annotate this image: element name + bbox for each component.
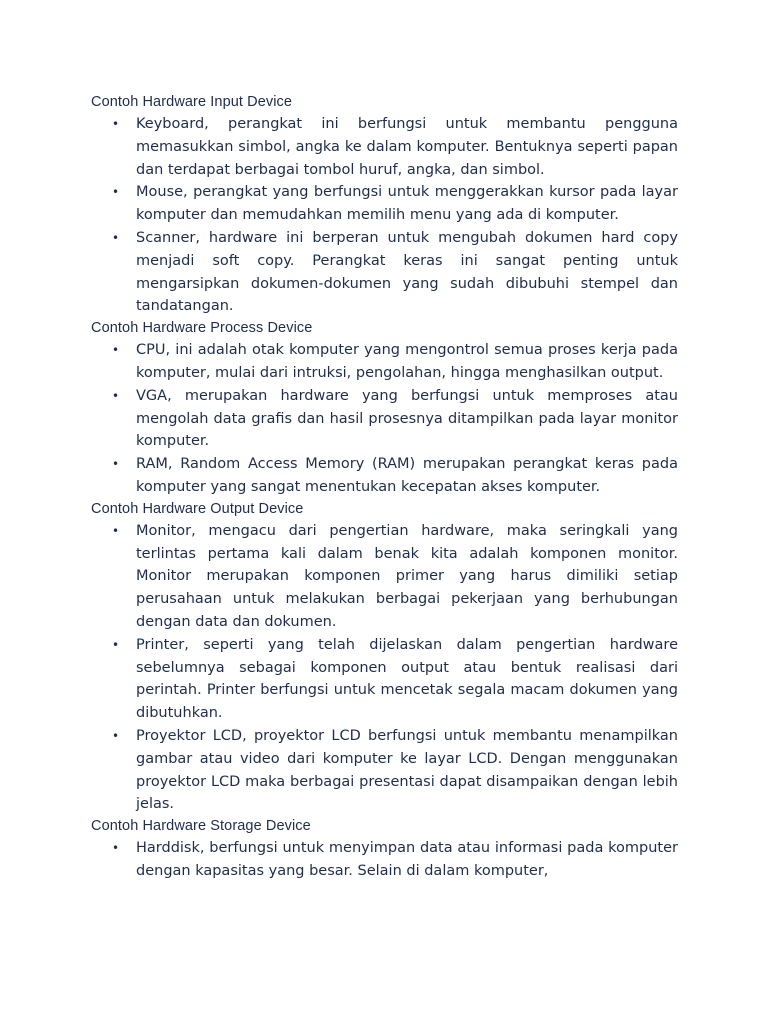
- list-item: [91, 837, 678, 883]
- list-item: [91, 520, 678, 634]
- section-title-storage-device: Contoh Hardware Storage Device: [91, 818, 311, 835]
- list-item: [91, 181, 678, 227]
- storage-device-list: [91, 837, 678, 883]
- list-item: [91, 385, 678, 453]
- list-item-text: Printer, seperti yang telah dijelaskan dalam pengertian hardware sebelumnya sebagai komponen output atau bentuk realisasi dari perintah. Printer berfungsi untuk mencetak segala macam dokumen yang dibutuhkan.: [136, 636, 678, 722]
- list-item: [91, 725, 678, 816]
- output-device-list: [91, 520, 678, 816]
- bullet-icon: •: [112, 388, 120, 403]
- section-title-process-device: Contoh Hardware Process Device: [91, 320, 313, 337]
- section-title-output-device: Contoh Hardware Output Device: [91, 500, 304, 517]
- bullet-icon: •: [112, 185, 120, 200]
- list-item-text: Keyboard, perangkat ini berfungsi untuk membantu pengguna memasukkan simbol, angka ke dalam komputer. Bentuknya seperti papan dan terdapat berbagai tombol huruf, angka, dan simbol.: [136, 116, 678, 178]
- list-item-text: CPU, ini adalah otak komputer yang mengontrol semua proses kerja pada komputer, mulai dari intruksi, pengolahan, hingga menghasilkan output.: [136, 342, 678, 381]
- list-item: [91, 227, 678, 318]
- process-device-list: [91, 339, 678, 499]
- list-item-text: Proyektor LCD, proyektor LCD berfungsi untuk membantu menampilkan gambar atau video dari komputer ke layar LCD. Dengan menggunakan proyektor LCD maka berbagai presentasi dapat disampaikan dengan lebih jelas.: [136, 727, 678, 813]
- list-item: [91, 634, 678, 725]
- list-item-text: Monitor, mengacu dari pengertian hardware, maka seringkali yang terlintas pertama kali dalam benak kita adalah komponen monitor. Monitor merupakan komponen primer yang harus dimiliki setiap perusahaan untuk melakukan berbagai pekerjaan yang berhubungan dengan data dan dokumen.: [136, 522, 678, 630]
- list-item: [91, 339, 678, 385]
- bullet-icon: •: [112, 637, 120, 652]
- bullet-icon: •: [112, 841, 120, 856]
- bullet-icon: •: [112, 117, 120, 131]
- bullet-icon: •: [112, 457, 120, 472]
- list-item-text: VGA, merupakan hardware yang berfungsi untuk memproses atau mengolah data grafis dan hasil prosesnya ditampilkan pada layar monitor komputer.: [136, 387, 678, 450]
- list-item-text: Scanner, hardware ini berperan untuk mengubah dokumen hard copy menjadi soft copy. Perangkat keras ini sangat penting untuk mengarsipkan dokumen-dokumen yang sudah dibubuhi stempel dan tandatangan.: [136, 229, 678, 315]
- list-item-text: Harddisk, berfungsi untuk menyimpan data atau informasi pada komputer dengan kapasitas yang besar. Selain di dalam komputer,: [136, 840, 678, 879]
- list-item: [91, 113, 678, 181]
- bullet-icon: •: [112, 728, 120, 743]
- bullet-icon: •: [112, 523, 120, 538]
- list-item-text: Mouse, perangkat yang berfungsi untuk menggerakkan kursor pada layar komputer dan memudahkan memilih menu yang ada di komputer.: [136, 184, 678, 224]
- list-item-text: RAM, Random Access Memory (RAM) merupakan perangkat keras pada komputer yang sangat menentukan kecepatan akses komputer.: [136, 456, 678, 495]
- list-item: [91, 453, 678, 499]
- bullet-icon: •: [112, 343, 120, 358]
- bullet-icon: •: [112, 230, 120, 245]
- document-content: [91, 92, 678, 883]
- input-device-list: [91, 113, 678, 318]
- section-title-input-device: Contoh Hardware Input Device: [91, 94, 293, 110]
